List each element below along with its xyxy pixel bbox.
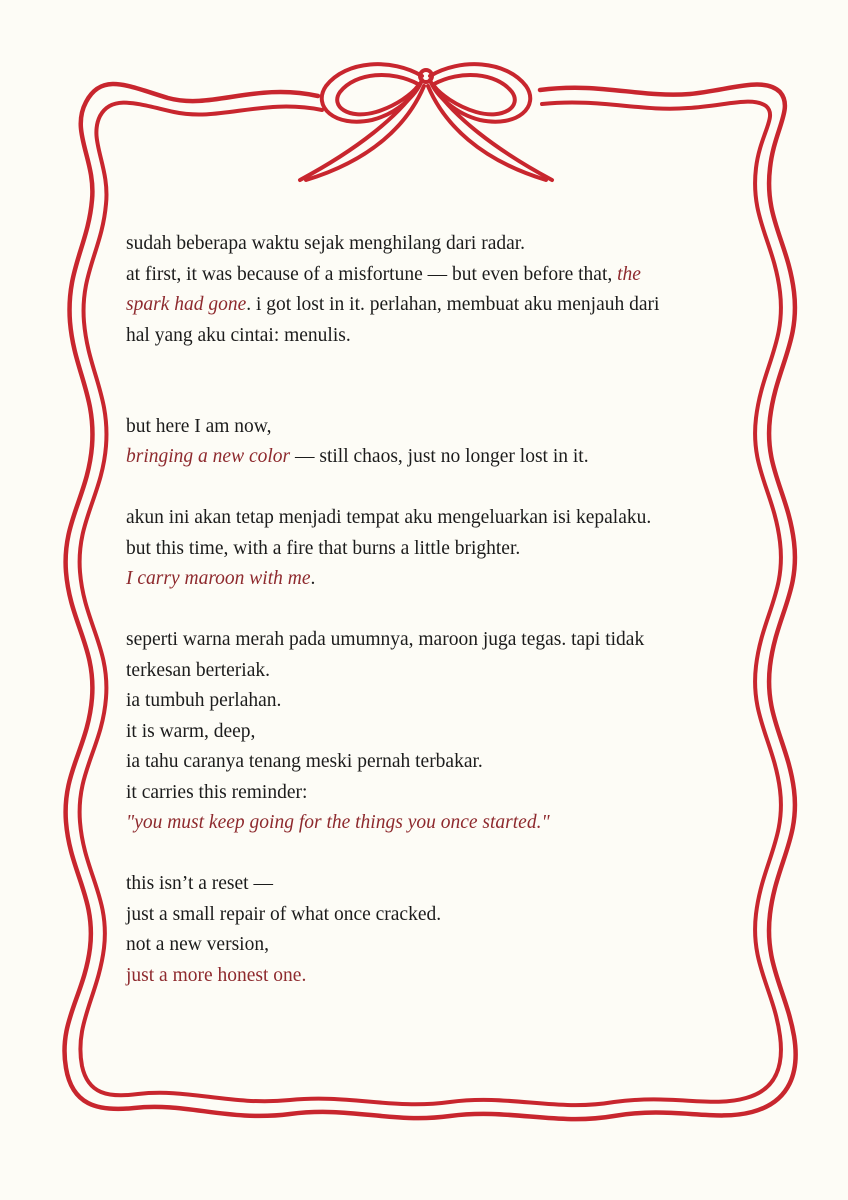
closing-text: just a more honest one. <box>126 964 307 986</box>
text-run: at first, it was because of a misfortune — but even before that, <box>126 263 618 285</box>
text-line: but here I am now, <box>126 415 272 437</box>
emphasis-text: spark had gone <box>126 294 247 315</box>
quote-text: "you must keep going for the things you once started." <box>126 812 550 833</box>
emphasis-text: the <box>617 263 641 285</box>
text-line <box>126 442 746 473</box>
text-run: . i got lost in it. perlahan, membuat aku menjauh dari <box>246 294 660 315</box>
text-line: not a new version, <box>126 934 269 955</box>
text-line: it carries this reminder: <box>126 781 308 803</box>
text-line: just a small repair of what once cracked. <box>126 903 442 925</box>
emphasis-text: I carry maroon with me <box>126 568 311 589</box>
text-line: seperti warna merah pada umumnya, maroon juga tegas. tapi tidak <box>126 629 645 650</box>
letter-body <box>126 229 746 991</box>
text-line: this isn’t a reset — <box>126 873 273 894</box>
text-line: ia tumbuh perlahan. <box>126 690 282 711</box>
emphasis-text: bringing a new color <box>126 446 291 467</box>
ribbon-bow-icon <box>300 64 552 180</box>
text-line <box>126 290 746 321</box>
paragraph-4 <box>126 625 746 839</box>
paragraph-1 <box>126 229 746 351</box>
paragraph-2 <box>126 412 746 473</box>
text-line: akun ini akan tetap menjadi tempat aku mengeluarkan isi kepalaku. <box>126 507 652 528</box>
text-run: — still chaos, just no longer lost in it. <box>290 446 589 467</box>
text-line: sudah beberapa waktu sejak menghilang dari radar. <box>126 233 526 254</box>
text-line: but this time, with a fire that burns a little brighter. <box>126 537 521 559</box>
text-line: terkesan berteriak. <box>126 659 271 681</box>
text-line: ia tahu caranya tenang meski pernah terbakar. <box>126 751 483 772</box>
text-line: hal yang aku cintai: menulis. <box>126 324 351 346</box>
text-line: it is warm, deep, <box>126 720 256 742</box>
text-line <box>126 260 746 291</box>
text-run: . <box>310 568 316 589</box>
paragraph-3 <box>126 503 746 595</box>
paragraph-5 <box>126 869 746 991</box>
text-line <box>126 564 746 595</box>
